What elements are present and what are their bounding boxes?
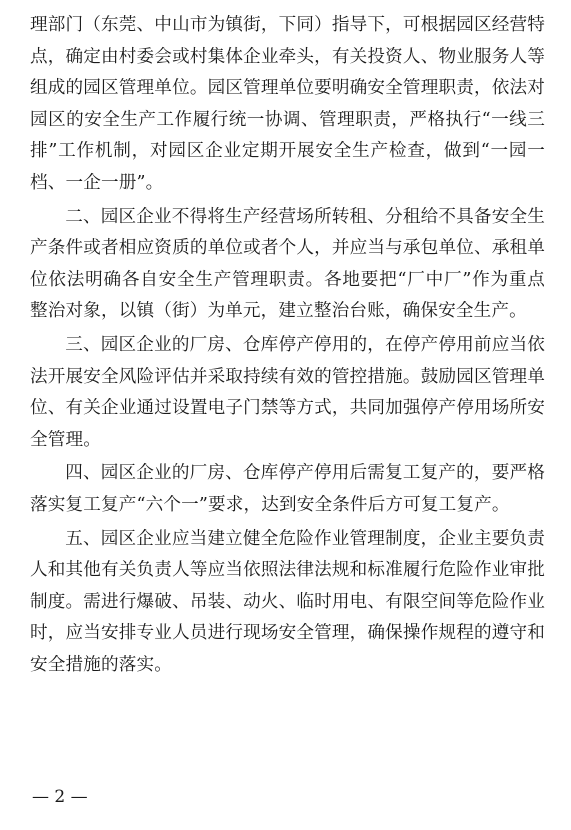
document-page	[30, 10, 545, 681]
page-number: — 2 —	[32, 787, 88, 807]
paragraph-item-4: 四、园区企业的厂房、仓库停产停用后需复工复产的，要严格落实复工复产“六个一”要求，达到安全条件后方可复工复产。	[30, 463, 545, 515]
paragraph-item-5: 五、园区企业应当建立健全危险作业管理制度，企业主要负责人和其他有关负责人等应当依照法律法规和标准履行危险作业审批制度。需进行爆破、吊装、动火、临时用电、有限空间等危险作业时，应当安排专业人员进行现场安全管理，确保操作规程的遵守和安全措施的落实。	[30, 528, 545, 675]
paragraph-item-3: 三、园区企业的厂房、仓库停产停用的，在停产停用前应当依法开展安全风险评估并采取持续有效的管控措施。鼓励园区管理单位、有关企业通过设置电子门禁等方式，共同加强停产停用场所安全管理。	[30, 334, 545, 450]
paragraph-continued: 理部门（东莞、中山市为镇街，下同）指导下，可根据园区经营特点，确定由村委会或村集体企业牵头，有关投资人、物业服务人等组成的园区管理单位。园区管理单位要明确安全管理职责，依法对园区的安全生产工作履行统一协调、管理职责，严格执行“一线三排”工作机制，对园区企业定期开展安全生产检查，做到“一园一档、一企一册”。	[30, 15, 545, 193]
paragraph-item-2: 二、园区企业不得将生产经营场所转租、分租给不具备安全生产条件或者相应资质的单位或者个人，并应当与承包单位、承租单位依法明确各自安全生产管理职责。各地要把“厂中厂”作为重点整治对象，以镇（街）为单元，建立整治台账，确保安全生产。	[30, 206, 545, 322]
